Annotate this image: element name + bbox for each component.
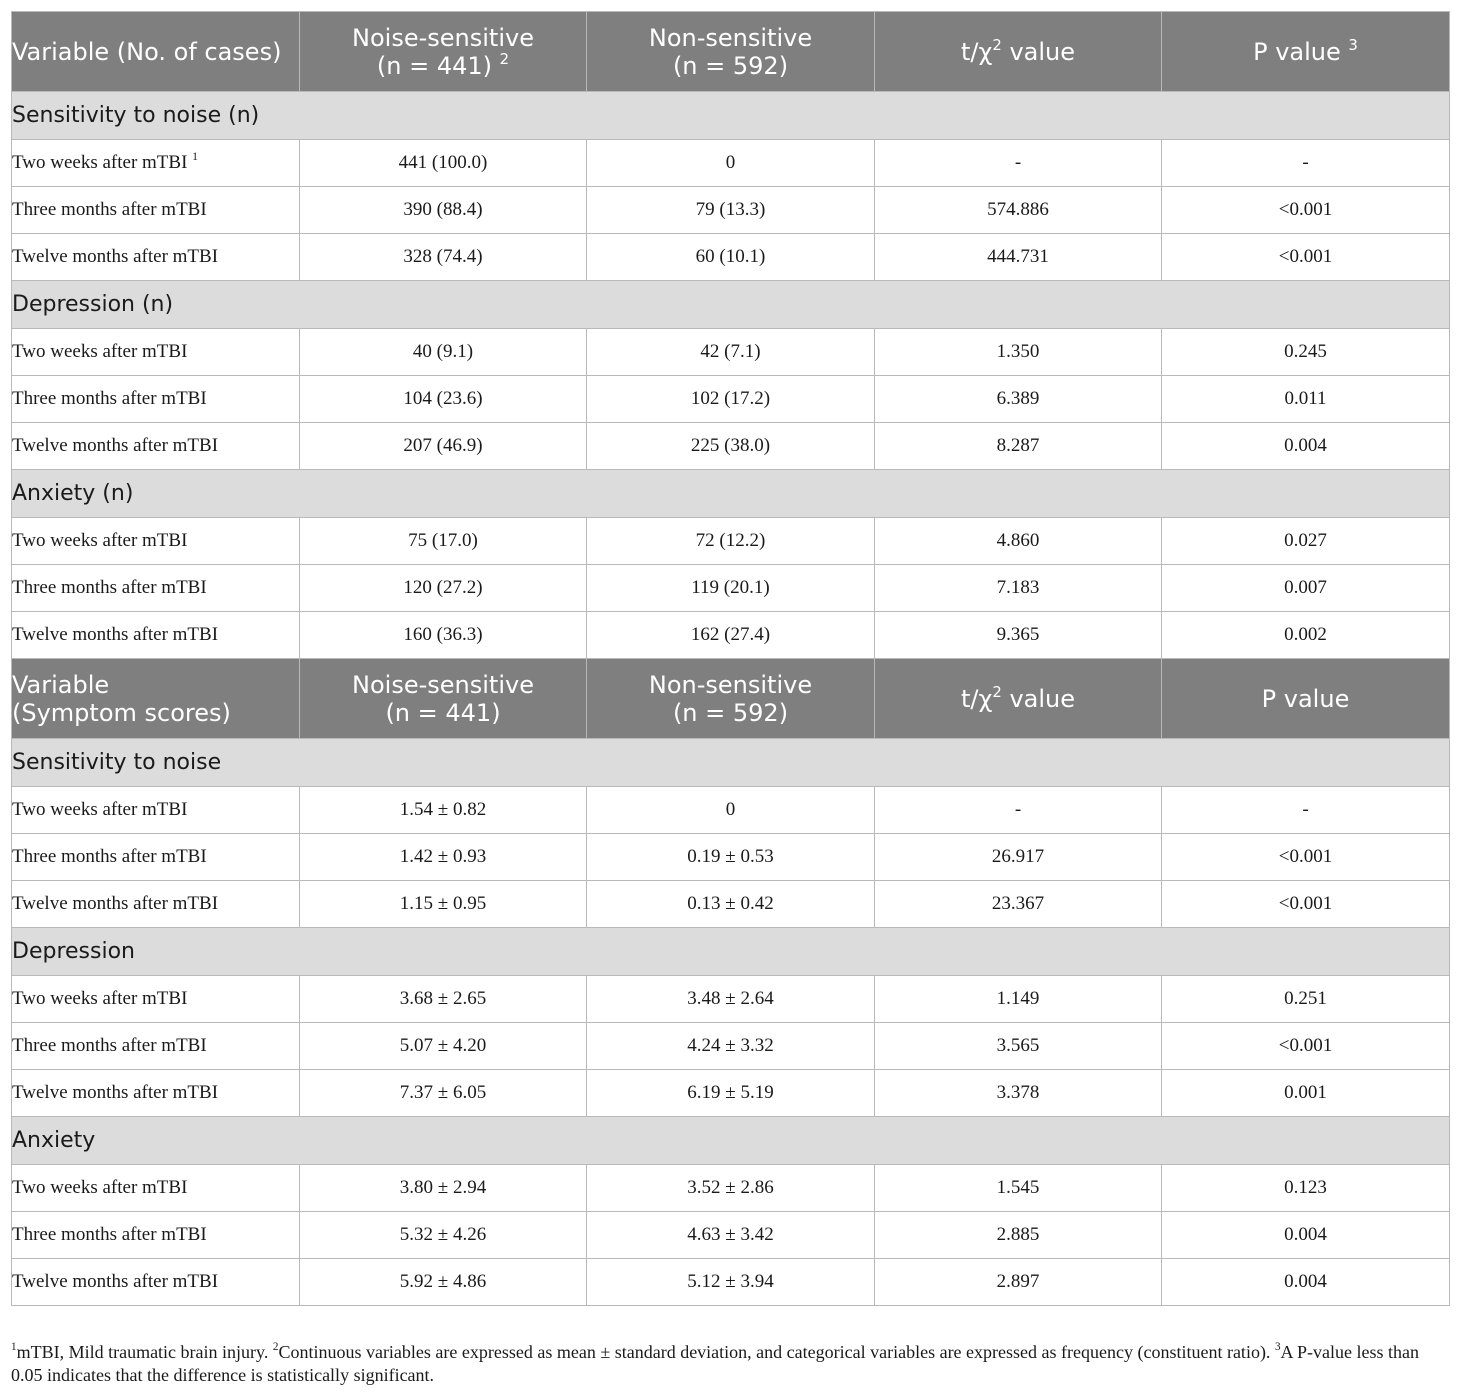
cell-p-value: 0.004: [1162, 1259, 1450, 1306]
table-row: [12, 834, 1450, 881]
row-label-text: Two weeks after mTBI: [12, 152, 188, 173]
cell-noise-sensitive: 1.54 ± 0.82: [300, 787, 587, 834]
footnote-sup-1: 1: [11, 1341, 17, 1354]
cell-t-value: 4.860: [875, 518, 1162, 565]
header-t-value: [875, 12, 1162, 92]
header-non-sensitive: [587, 659, 875, 739]
cell-non-sensitive: 79 (13.3): [587, 187, 875, 234]
cell-p-value: 0.011: [1162, 376, 1450, 423]
cell-p-value: <0.001: [1162, 834, 1450, 881]
header-variable-line1: Variable: [12, 670, 110, 699]
header-row-scores: [12, 659, 1450, 739]
cell-non-sensitive: 3.48 ± 2.64: [587, 976, 875, 1023]
cell-t-value: 2.885: [875, 1212, 1162, 1259]
row-label: Two weeks after mTBI: [12, 329, 300, 376]
cell-non-sensitive: 162 (27.4): [587, 612, 875, 659]
cell-p-value: 0.007: [1162, 565, 1450, 612]
header-p-text: P value: [1261, 684, 1350, 713]
cell-p-value: <0.001: [1162, 1023, 1450, 1070]
section-row: [12, 1117, 1450, 1165]
table-row: [12, 612, 1450, 659]
cell-t-value: -: [875, 140, 1162, 187]
table-footnote: [11, 1341, 1449, 1387]
table-row: [12, 1023, 1450, 1070]
header-noise-sensitive: [300, 12, 587, 92]
cell-noise-sensitive: 441 (100.0): [300, 140, 587, 187]
section-title: Sensitivity to noise: [12, 739, 1450, 787]
header-row-cases: [12, 12, 1450, 92]
table-row: [12, 1212, 1450, 1259]
cell-non-sensitive: 0: [587, 787, 875, 834]
section-title: Anxiety (n): [12, 470, 1450, 518]
row-label: Three months after mTBI: [12, 1212, 300, 1259]
table-row: [12, 565, 1450, 612]
table-row: [12, 423, 1450, 470]
header-t-sup: 2: [992, 682, 1002, 701]
footnote-text-1: mTBI, Mild traumatic brain injury.: [16, 1342, 273, 1362]
cell-noise-sensitive: 120 (27.2): [300, 565, 587, 612]
table-row: [12, 1070, 1450, 1117]
row-label: Three months after mTBI: [12, 834, 300, 881]
section-title: Anxiety: [12, 1117, 1450, 1165]
row-label: Twelve months after mTBI: [12, 1259, 300, 1306]
section-row: [12, 739, 1450, 787]
header-p-text: P value: [1253, 37, 1341, 66]
header-noise-sensitive-text: Noise-sensitive: [352, 23, 534, 52]
row-label: Two weeks after mTBI: [12, 787, 300, 834]
cell-t-value: 1.545: [875, 1165, 1162, 1212]
cell-p-value: 0.002: [1162, 612, 1450, 659]
cell-noise-sensitive: 5.92 ± 4.86: [300, 1259, 587, 1306]
cell-p-value: 0.123: [1162, 1165, 1450, 1212]
cell-t-value: 444.731: [875, 234, 1162, 281]
cell-t-value: 1.350: [875, 329, 1162, 376]
cell-non-sensitive: 0.13 ± 0.42: [587, 881, 875, 928]
cell-p-value: 0.004: [1162, 1212, 1450, 1259]
cell-non-sensitive: 4.24 ± 3.32: [587, 1023, 875, 1070]
row-label: Three months after mTBI: [12, 1023, 300, 1070]
cell-t-value: 3.378: [875, 1070, 1162, 1117]
section-row: [12, 281, 1450, 329]
cell-noise-sensitive: 5.07 ± 4.20: [300, 1023, 587, 1070]
table-row: [12, 140, 1450, 187]
cell-p-value: -: [1162, 787, 1450, 834]
cell-t-value: 3.565: [875, 1023, 1162, 1070]
header-p-value: [1162, 12, 1450, 92]
cell-noise-sensitive: 75 (17.0): [300, 518, 587, 565]
footnote-text-2: Continuous variables are expressed as mean ± standard deviation, and categorical variables are expressed as frequency (constituent ratio).: [278, 1342, 1275, 1362]
cell-t-value: 9.365: [875, 612, 1162, 659]
cell-noise-sensitive: 40 (9.1): [300, 329, 587, 376]
header-variable-line2: (Symptom scores): [12, 698, 231, 727]
row-label: Twelve months after mTBI: [12, 1070, 300, 1117]
cell-t-value: 8.287: [875, 423, 1162, 470]
header-non-sensitive-n: (n = 592): [672, 698, 789, 727]
row-label: Three months after mTBI: [12, 187, 300, 234]
header-t-suffix: value: [1001, 37, 1075, 66]
cell-p-value: <0.001: [1162, 187, 1450, 234]
table-row: [12, 881, 1450, 928]
table-row: [12, 329, 1450, 376]
cell-p-value: 0.027: [1162, 518, 1450, 565]
header-t-sup: 2: [992, 35, 1002, 54]
cell-p-value: <0.001: [1162, 234, 1450, 281]
row-label: Two weeks after mTBI: [12, 518, 300, 565]
header-p-value: [1162, 659, 1450, 739]
header-variable: [12, 12, 300, 92]
row-label: [12, 140, 300, 187]
section-row: [12, 470, 1450, 518]
header-non-sensitive-text: Non-sensitive: [648, 670, 813, 699]
header-t-value: [875, 659, 1162, 739]
header-non-sensitive: [587, 12, 875, 92]
cell-p-value: 0.245: [1162, 329, 1450, 376]
table-row: [12, 1259, 1450, 1306]
header-non-sensitive-text: Non-sensitive: [648, 23, 813, 52]
table-row: [12, 187, 1450, 234]
header-noise-sensitive-sup: 2: [499, 49, 510, 68]
row-label: Two weeks after mTBI: [12, 1165, 300, 1212]
cell-noise-sensitive: 1.15 ± 0.95: [300, 881, 587, 928]
cell-non-sensitive: 72 (12.2): [587, 518, 875, 565]
header-noise-sensitive: [300, 659, 587, 739]
cell-t-value: 7.183: [875, 565, 1162, 612]
header-variable: [12, 659, 300, 739]
cell-non-sensitive: 102 (17.2): [587, 376, 875, 423]
header-noise-sensitive-n: (n = 441): [385, 698, 501, 727]
cell-non-sensitive: 225 (38.0): [587, 423, 875, 470]
row-label: Three months after mTBI: [12, 565, 300, 612]
cell-non-sensitive: 6.19 ± 5.19: [587, 1070, 875, 1117]
cell-non-sensitive: 42 (7.1): [587, 329, 875, 376]
table-row: [12, 234, 1450, 281]
section-row: [12, 92, 1450, 140]
cell-t-value: 574.886: [875, 187, 1162, 234]
cell-t-value: 6.389: [875, 376, 1162, 423]
row-label-sup: 1: [192, 150, 199, 164]
header-noise-sensitive-text: Noise-sensitive: [352, 670, 534, 699]
cell-non-sensitive: 0: [587, 140, 875, 187]
footnote-text-3: A P-value less than 0.05 indicates that the difference is statistically significant.: [11, 1342, 1419, 1385]
table-row: [12, 1165, 1450, 1212]
cell-noise-sensitive: 390 (88.4): [300, 187, 587, 234]
cell-p-value: 0.001: [1162, 1070, 1450, 1117]
footnote-sup-2: 2: [272, 1341, 279, 1354]
cell-noise-sensitive: 3.80 ± 2.94: [300, 1165, 587, 1212]
header-t-suffix: value: [1001, 684, 1075, 713]
header-p-sup: 3: [1348, 35, 1358, 54]
cell-noise-sensitive: 104 (23.6): [300, 376, 587, 423]
cell-non-sensitive: 4.63 ± 3.42: [587, 1212, 875, 1259]
table-row: [12, 376, 1450, 423]
cell-noise-sensitive: 160 (36.3): [300, 612, 587, 659]
section-title: Depression (n): [12, 281, 1450, 329]
header-t-prefix: t/χ: [960, 684, 993, 713]
cell-p-value: <0.001: [1162, 881, 1450, 928]
cell-t-value: 1.149: [875, 976, 1162, 1023]
row-label: Twelve months after mTBI: [12, 612, 300, 659]
cell-t-value: 26.917: [875, 834, 1162, 881]
section-title: Sensitivity to noise (n): [12, 92, 1450, 140]
section-row: [12, 928, 1450, 976]
cell-non-sensitive: 119 (20.1): [587, 565, 875, 612]
header-non-sensitive-n: (n = 592): [672, 51, 789, 80]
header-noise-sensitive-n: (n = 441): [376, 51, 492, 80]
cell-non-sensitive: 0.19 ± 0.53: [587, 834, 875, 881]
cell-p-value: 0.251: [1162, 976, 1450, 1023]
cell-noise-sensitive: 328 (74.4): [300, 234, 587, 281]
row-label: Three months after mTBI: [12, 376, 300, 423]
results-table: [11, 11, 1450, 1306]
cell-noise-sensitive: 207 (46.9): [300, 423, 587, 470]
section-title: Depression: [12, 928, 1450, 976]
row-label: Two weeks after mTBI: [12, 976, 300, 1023]
cell-non-sensitive: 60 (10.1): [587, 234, 875, 281]
cell-non-sensitive: 3.52 ± 2.86: [587, 1165, 875, 1212]
cell-noise-sensitive: 1.42 ± 0.93: [300, 834, 587, 881]
cell-p-value: -: [1162, 140, 1450, 187]
cell-non-sensitive: 5.12 ± 3.94: [587, 1259, 875, 1306]
row-label: Twelve months after mTBI: [12, 423, 300, 470]
cell-p-value: 0.004: [1162, 423, 1450, 470]
table-row: [12, 976, 1450, 1023]
cell-noise-sensitive: 3.68 ± 2.65: [300, 976, 587, 1023]
header-variable-text: Variable (No. of cases): [12, 37, 282, 66]
cell-t-value: 23.367: [875, 881, 1162, 928]
cell-t-value: 2.897: [875, 1259, 1162, 1306]
row-label: Twelve months after mTBI: [12, 881, 300, 928]
cell-noise-sensitive: 5.32 ± 4.26: [300, 1212, 587, 1259]
footnote-sup-3: 3: [1274, 1341, 1281, 1354]
row-label: Twelve months after mTBI: [12, 234, 300, 281]
cell-t-value: -: [875, 787, 1162, 834]
header-t-prefix: t/χ: [960, 37, 993, 66]
cell-noise-sensitive: 7.37 ± 6.05: [300, 1070, 587, 1117]
table-row: [12, 787, 1450, 834]
table-row: [12, 518, 1450, 565]
